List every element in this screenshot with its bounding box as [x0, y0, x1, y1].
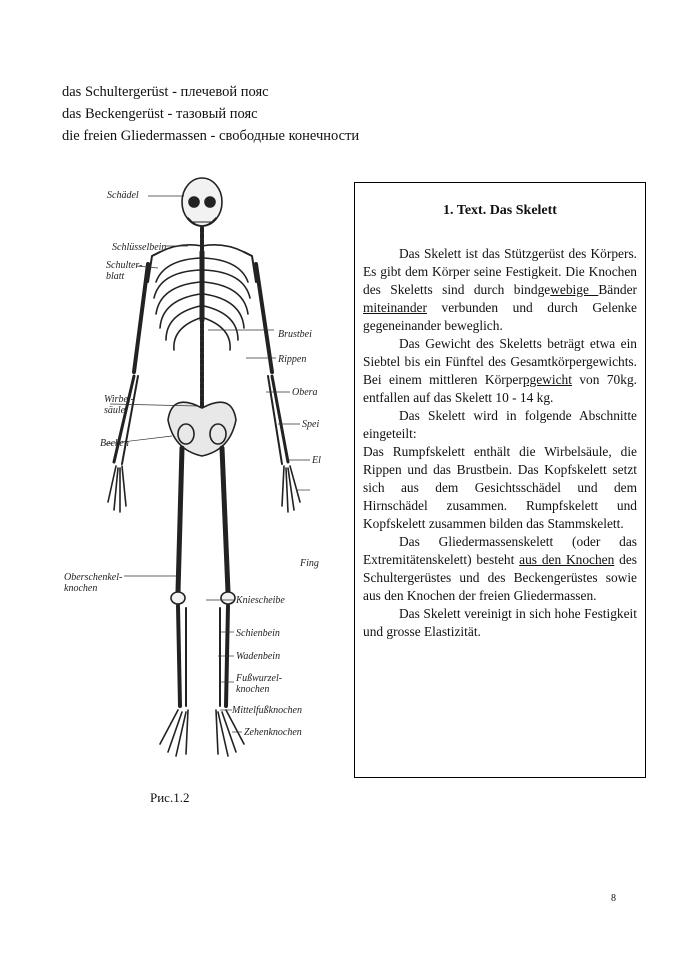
label-fusswurzelknochen: Fußwurzel- knochen [236, 673, 283, 695]
label-schaedel: Schädel [107, 190, 139, 201]
label-wirbelsaeule: Wirbel- säule [104, 394, 134, 416]
figure-caption: Рис.1.2 [150, 790, 190, 805]
vocab-line: die freien Gliedermassen - свободные конечности [62, 128, 360, 144]
text-box [354, 182, 646, 778]
skeleton-figure [60, 172, 332, 772]
paragraph-2: Das Gewicht des Skeletts beträgt etwa ein Siebtel bis ein Fünftel des Gesamtkörpergewichts. Bei einem mittleren Körperpgewicht von 70kg. entfallen auf das Skelett 10 - 14 kg. [363, 336, 637, 405]
label-rippen: Rippen [278, 354, 307, 365]
label-schluesselbein: Schlüsselbein [112, 242, 167, 253]
paragraph-5: Das Gliedermassenskelett (oder das Extremitätenskelett) besteht aus den Knochen des Schultergerüstes und des Beckengerüstes sowie aus den Knochen der freien Gliedermassen. [363, 534, 638, 603]
text-title: 1. Text. Das Skelett [443, 203, 557, 218]
label-oberschenkelknochen: Oberschenkel- knochen [64, 572, 123, 594]
paragraph-1: Das Skelett ist das Stützgerüst des Körpers. Es gibt dem Körper seine Festigkeit. Die Knochen des Skeletts sind durch bindgewebige Bänder miteinander verbunden und durch Gelenke gegeneinander beweglich. [363, 246, 637, 333]
label-wadenbein: Wadenbein [236, 651, 281, 662]
vocabulary-list [62, 81, 482, 147]
skeleton-drawing [60, 172, 332, 772]
label-becken: Becken [100, 438, 129, 449]
label-oberarm: Obera [292, 387, 318, 398]
label-zehenknochen: Zehenknochen [244, 727, 302, 738]
paragraph-6: Das Skelett vereinigt in sich hohe Festigkeit und grosse Elastizität. [363, 606, 637, 639]
label-schienbein: Schienbein [236, 628, 280, 639]
vocab-line: das Schultergerüst - плечевой пояс [62, 84, 269, 100]
vocab-line: das Beckengerüst - тазовый пояс [62, 106, 258, 122]
paragraph-3: Das Skelett wird in folgende Abschnitte eingeteilt: [363, 408, 637, 441]
label-brustbein: Brustbei [278, 329, 312, 340]
label-mittelfussknochen: Mittelfußknochen [232, 705, 302, 716]
paragraph-4: Das Rumpfskelett enthält die Wirbelsäule, die Rippen und das Brustbein. Das Kopfskelett setzt sich aus dem Gesichtsschädel und dem Hirnschädel zusammen. Rumpfskelett und Kopfskelett zusammen bilden das Stammskelett. [363, 444, 637, 531]
label-finger: Fing [300, 558, 319, 569]
label-kniescheibe: Kniescheibe [236, 595, 285, 606]
label-schulterblatt: Schulter- blatt [106, 260, 143, 282]
page-number: 8 [611, 893, 616, 904]
label-speiche: Spei [302, 419, 320, 430]
label-elle: El [312, 455, 321, 466]
